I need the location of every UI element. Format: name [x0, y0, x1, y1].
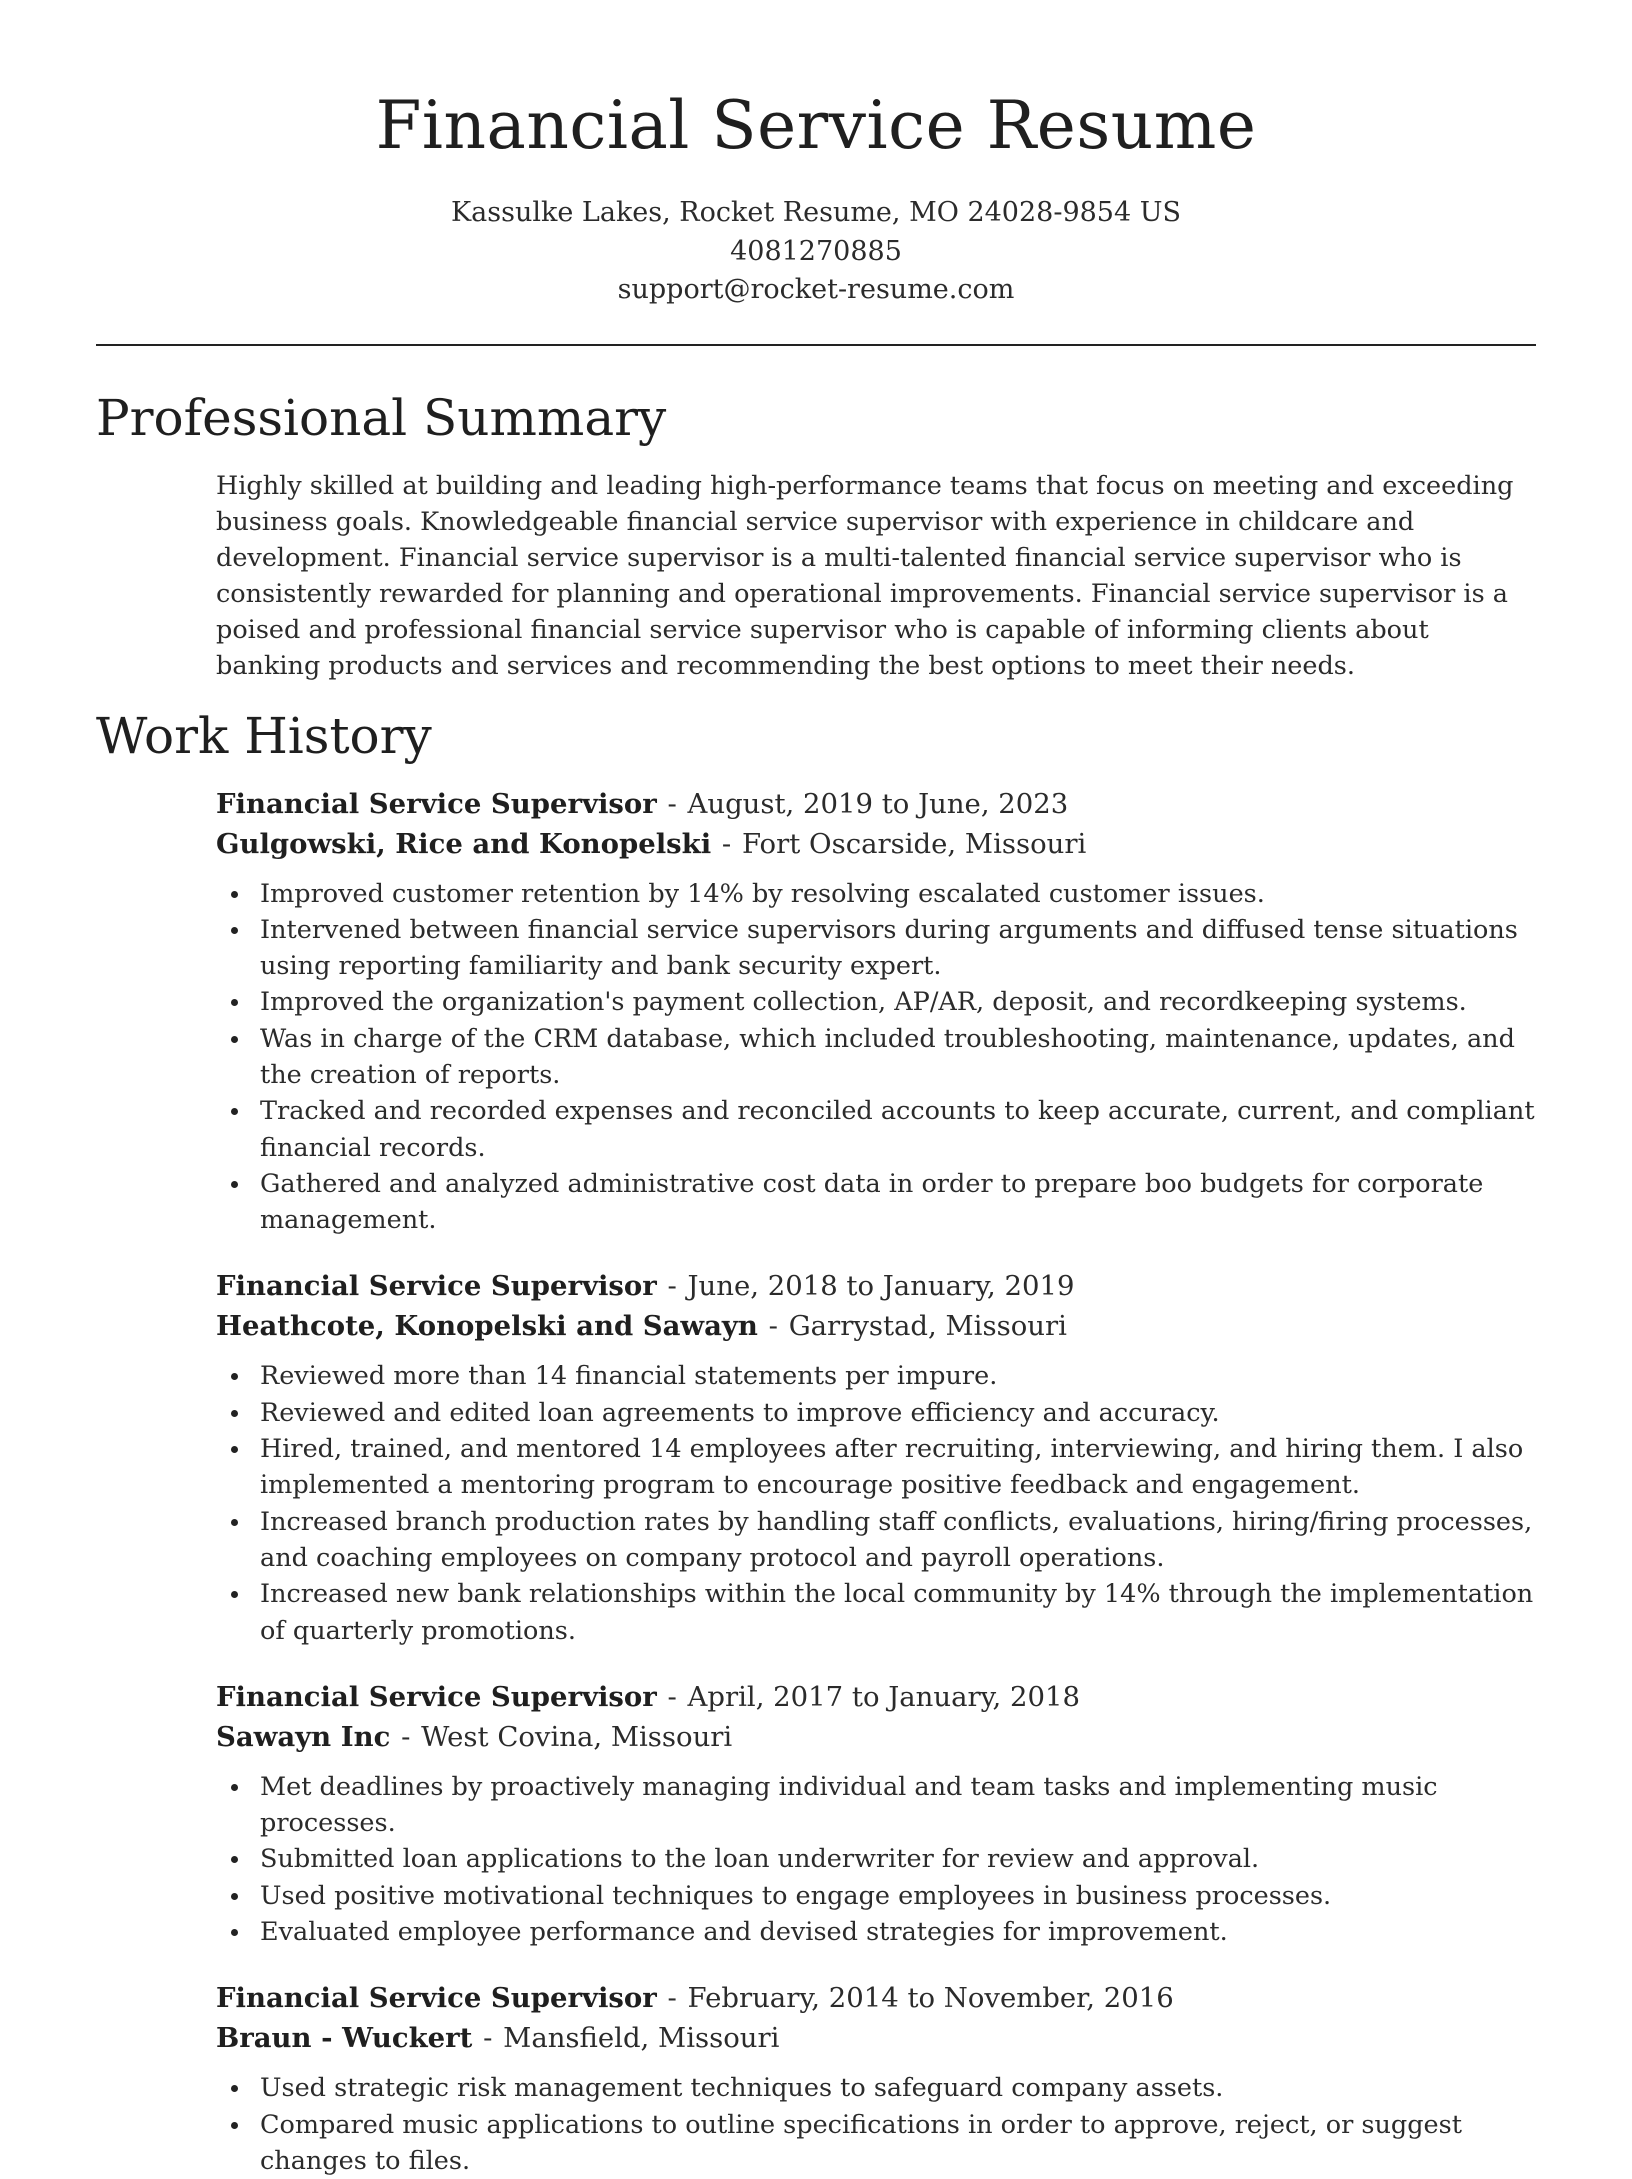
- job-location: Garrystad, Missouri: [788, 1310, 1067, 1343]
- job-location: Mansfield, Missouri: [503, 2022, 780, 2055]
- bullet-item: Compared music applications to outline specifications in order to approve, reject, or suggest changes to files.: [216, 2107, 1536, 2179]
- job-title-line: Financial Service Supervisor - April, 2017 to January, 2018: [216, 1680, 1080, 1713]
- job-title-line: Financial Service Supervisor - February, 2014 to November, 2016: [216, 1982, 1174, 2015]
- bullet-item: Met deadlines by proactively managing individual and team tasks and implementing music processes.: [216, 1769, 1536, 1842]
- bullet-dot-icon: [231, 1181, 238, 1188]
- bullet-dot-icon: [231, 891, 238, 898]
- bullet-item: Reviewed and edited loan agreements to improve efficiency and accuracy.: [216, 1395, 1536, 1431]
- contact-phone: 4081270885: [730, 235, 902, 267]
- job-entry: [216, 1266, 1536, 1648]
- job-company: Sawayn Inc: [216, 1720, 391, 1753]
- bullet-dot-icon: [231, 1519, 238, 1526]
- bullet-item: Evaluated employee performance and devised strategies for improvement.: [216, 1914, 1536, 1950]
- job-location: Fort Oscarside, Missouri: [741, 827, 1087, 860]
- job-location: West Covina, Missouri: [421, 1720, 733, 1753]
- job-title-line: Financial Service Supervisor - August, 2019 to June, 2023: [216, 787, 1069, 820]
- bullet-dot-icon: [231, 1893, 238, 1900]
- bullet-item: Reviewed more than 14 financial statements per impure.: [216, 1358, 1536, 1394]
- job-bullets: [216, 1358, 1536, 1648]
- bullet-dot-icon: [231, 2122, 238, 2129]
- job-entry: [216, 784, 1536, 1239]
- bullet-dot-icon: [231, 999, 238, 1006]
- bullet-dot-icon: [231, 1929, 238, 1936]
- job-bullets: [216, 2070, 1536, 2179]
- job-company-line: Braun - Wuckert - Mansfield, Missouri: [216, 2022, 780, 2055]
- job-entry: [216, 1978, 1536, 2179]
- bullet-item: Used strategic risk management techniques to safeguard company assets.: [216, 2070, 1536, 2106]
- bullet-item: Increased branch production rates by handling staff conflicts, evaluations, hiring/firing processes, and coaching employees on company protocol and payroll operations.: [216, 1504, 1536, 1577]
- bullet-dot-icon: [231, 1784, 238, 1791]
- summary-text: Highly skilled at building and leading high-performance teams that focus on meeting and exceeding business goals. Knowledgeable financial service supervisor with experience in childcare and development. Financial service supervisor is a multi-talented financial service supervisor who is consistently rewarded for planning and operational improvements. Financial service supervisor is a poised and professional financial service supervisor who is capable of informing clients about banking products and services and recommending the best options to meet their needs.: [216, 470, 1514, 681]
- bullet-dot-icon: [231, 1373, 238, 1380]
- bullet-dot-icon: [231, 1108, 238, 1115]
- contact-info: [96, 194, 1536, 310]
- job-bullets: [216, 1769, 1536, 1950]
- bullet-item: Improved the organization's payment collection, AP/AR, deposit, and recordkeeping systems.: [216, 984, 1536, 1020]
- job-company: Braun - Wuckert: [216, 2022, 473, 2055]
- bullet-item: Intervened between financial service supervisors during arguments and diffused tense situations using reporting familiarity and bank security expert.: [216, 912, 1536, 985]
- work-history-heading: Work History: [96, 706, 432, 765]
- bullet-item: Submitted loan applications to the loan underwriter for review and approval.: [216, 1841, 1536, 1877]
- bullet-item: Was in charge of the CRM database, which included troubleshooting, maintenance, updates, and the creation of reports.: [216, 1021, 1536, 1094]
- header-divider: [96, 344, 1536, 346]
- bullet-item: Improved customer retention by 14% by resolving escalated customer issues.: [216, 876, 1536, 912]
- bullet-dot-icon: [231, 1410, 238, 1417]
- job-dates: June, 2018 to January, 2019: [687, 1270, 1075, 1303]
- resume-page: [96, 0, 1536, 2179]
- contact-address: Kassulke Lakes, Rocket Resume, MO 24028-9854 US: [450, 197, 1181, 228]
- job-bullets: [216, 876, 1536, 1239]
- bullet-item: Tracked and recorded expenses and reconciled accounts to keep accurate, current, and compliant financial records.: [216, 1093, 1536, 1166]
- job-title: Financial Service Supervisor: [216, 787, 657, 820]
- job-company-line: Heathcote, Konopelski and Sawayn - Garrystad, Missouri: [216, 1310, 1067, 1343]
- job-title: Financial Service Supervisor: [216, 1982, 657, 2015]
- job-company: Heathcote, Konopelski and Sawayn: [216, 1310, 758, 1343]
- bullet-item: Increased new bank relationships within the local community by 14% through the implementation of quarterly promotions.: [216, 1576, 1536, 1649]
- job-company-line: Gulgowski, Rice and Konopelski - Fort Oscarside, Missouri: [216, 827, 1087, 860]
- bullet-dot-icon: [231, 1856, 238, 1863]
- job-dates: February, 2014 to November, 2016: [687, 1982, 1174, 2015]
- bullet-dot-icon: [231, 1591, 238, 1598]
- bullet-dot-icon: [231, 1446, 238, 1453]
- job-title: Financial Service Supervisor: [216, 1270, 657, 1303]
- job-company: Gulgowski, Rice and Konopelski: [216, 827, 712, 860]
- job-entry: [216, 1677, 1536, 1950]
- bullet-dot-icon: [231, 1036, 238, 1043]
- job-title: Financial Service Supervisor: [216, 1680, 657, 1713]
- job-dates: April, 2017 to January, 2018: [687, 1680, 1080, 1713]
- bullet-item: Gathered and analyzed administrative cost data in order to prepare boo budgets for corporate management.: [216, 1166, 1536, 1239]
- summary-heading: Professional Summary: [96, 388, 667, 447]
- bullet-dot-icon: [231, 2085, 238, 2092]
- job-dates: August, 2019 to June, 2023: [687, 787, 1069, 820]
- resume-title: Financial Service Resume: [375, 87, 1257, 164]
- job-title-line: Financial Service Supervisor - June, 2018 to January, 2019: [216, 1270, 1075, 1303]
- bullet-item: Hired, trained, and mentored 14 employees after recruiting, interviewing, and hiring them. I also implemented a mentoring program to encourage positive feedback and engagement.: [216, 1431, 1536, 1504]
- job-company-line: Sawayn Inc - West Covina, Missouri: [216, 1720, 733, 1753]
- contact-email: support@rocket-resume.com: [617, 274, 1015, 305]
- bullet-item: Used positive motivational techniques to engage employees in business processes.: [216, 1878, 1536, 1914]
- bullet-dot-icon: [231, 927, 238, 934]
